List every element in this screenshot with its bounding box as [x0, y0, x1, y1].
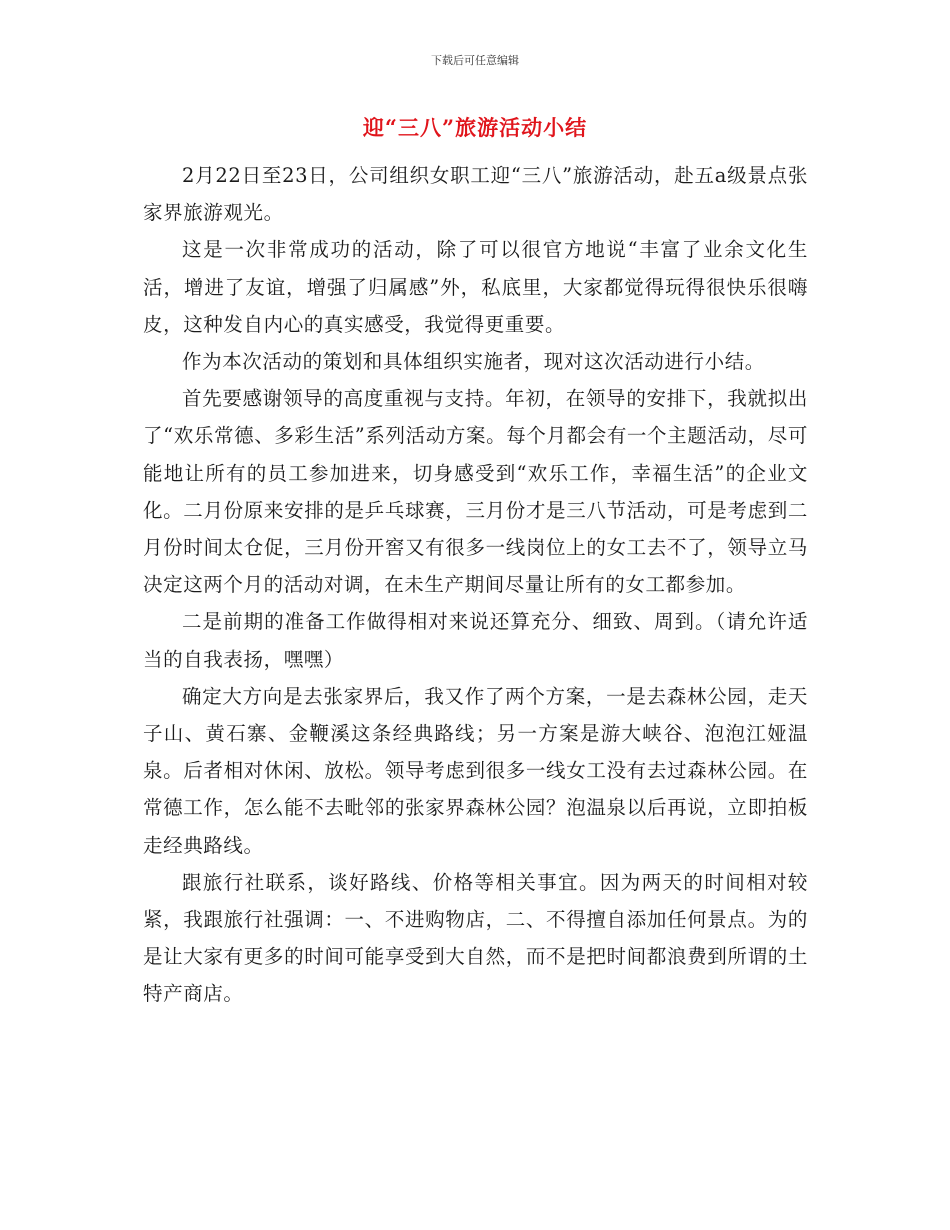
document-body: [143, 157, 808, 1013]
paragraph-travel-agency: 跟旅行社联系，谈好路线、价格等相关事宜。因为两天的时间相对较紧，我跟旅行社强调：一、不进购物店，二、不得擅自添加任何景点。为的是让大家有更多的时间可能享受到大自然，而不是把时间都浪费到所谓的土特产商店。: [143, 870, 808, 1006]
paragraph-trip-intro: 2月22日至23日，公司组织女职工迎“三八”旅游活动，赴五a级景点张家界旅游观光。: [143, 164, 808, 225]
page-header: 下载后可任意编辑: [431, 54, 519, 67]
document-title: 迎“三八”旅游活动小结: [362, 115, 588, 140]
paragraph-preparation: 二是前期的准备工作做得相对来说还算充分、细致、周到。（请允许适当的自我表扬，嘿嘿）: [143, 610, 808, 671]
paragraph-summary-purpose: 作为本次活动的策划和具体组织实施者，现对这次活动进行小结。: [182, 350, 765, 374]
paragraph-success: 这是一次非常成功的活动，除了可以很官方地说“丰富了业余文化生活，增进了友谊，增强了归属感”外，私底里，大家都觉得玩得很快乐很嗨皮，这种发自内心的真实感受，我觉得更重要。: [143, 238, 808, 336]
paragraph-route-plans: 确定大方向是去张家界后，我又作了两个方案，一是去森林公园，走天子山、黄石寨、金鞭溪这条经典路线；另一方案是游大峡谷、泡泡江娅温泉。后者相对休闲、放松。领导考虑到很多一线女工没有去过森林公园。在常德工作，怎么能不去毗邻的张家界森林公园？泡温泉以后再说，立即拍板走经典路线。: [143, 684, 808, 857]
paragraph-leadership-thanks: 首先要感谢领导的高度重视与支持。年初，在领导的安排下，我就拟出了“欢乐常德、多彩生活”系列活动方案。每个月都会有一个主题活动，尽可能地让所有的员工参加进来，切身感受到“欢乐工作，幸福生活”的企业文化。二月份原来安排的是乒乓球赛，三月份才是三八节活动，可是考虑到二月份时间太仓促，三月份开窖又有很多一线岗位上的女工去不了，领导立马决定这两个月的活动对调，在未生产期间尽量让所有的女工都参加。: [143, 387, 808, 597]
